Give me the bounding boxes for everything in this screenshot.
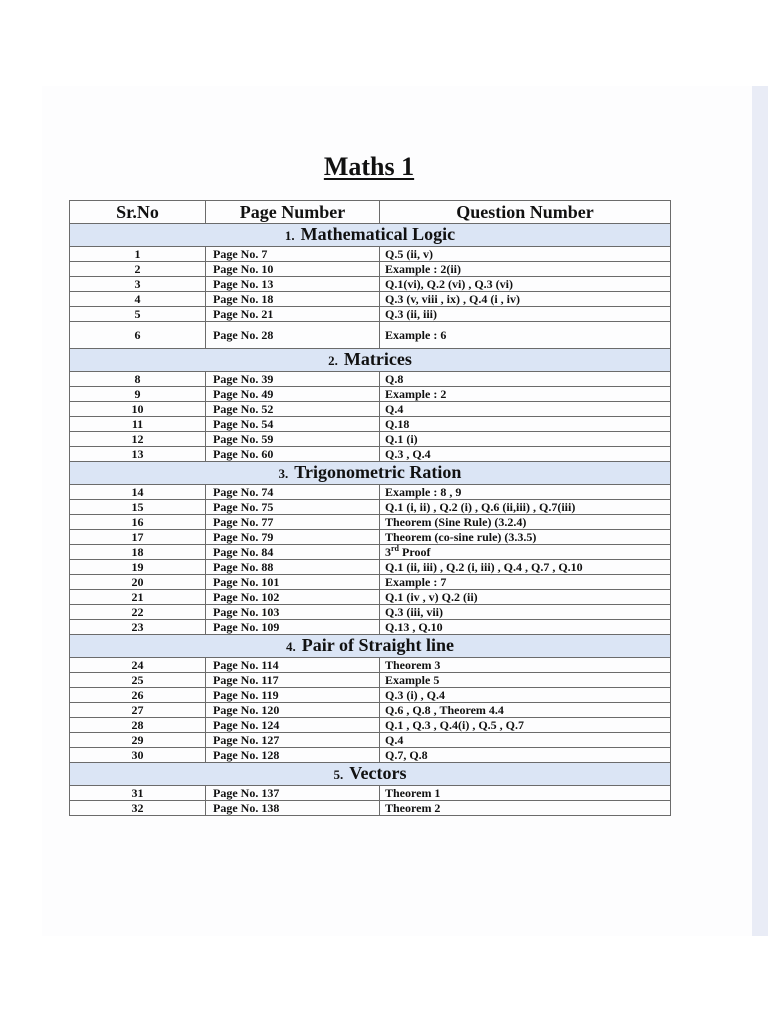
- sr-no-cell: 18: [70, 545, 206, 560]
- sr-no-cell: 2: [70, 262, 206, 277]
- table-row: [70, 748, 671, 763]
- section-row: [70, 462, 671, 485]
- section-name: Vectors: [349, 763, 407, 783]
- page-number-cell: Page No. 138: [206, 801, 380, 816]
- question-number-cell: Theorem (Sine Rule) (3.2.4): [380, 515, 671, 530]
- table-row: [70, 620, 671, 635]
- page-number-cell: Page No. 7: [206, 247, 380, 262]
- page-number-cell: Page No. 75: [206, 500, 380, 515]
- table-row: [70, 262, 671, 277]
- question-number-cell: Q.3 , Q.4: [380, 447, 671, 462]
- question-number-cell: Q.7, Q.8: [380, 748, 671, 763]
- question-number-cell: Q.3 (iii, vii): [380, 605, 671, 620]
- sr-no-cell: 13: [70, 447, 206, 462]
- sr-no-cell: 31: [70, 786, 206, 801]
- table-row: [70, 673, 671, 688]
- question-number-cell: Example : 2(ii): [380, 262, 671, 277]
- sr-no-cell: 21: [70, 590, 206, 605]
- table-row: [70, 247, 671, 262]
- page-number-cell: Page No. 21: [206, 307, 380, 322]
- page-number-cell: Page No. 60: [206, 447, 380, 462]
- table-header-row: [70, 201, 671, 224]
- sr-no-cell: 3: [70, 277, 206, 292]
- sr-no-cell: 11: [70, 417, 206, 432]
- table-row: [70, 485, 671, 500]
- document-title: Maths 1: [323, 152, 415, 181]
- sr-no-cell: 9: [70, 387, 206, 402]
- table-row: [70, 322, 671, 349]
- question-number-cell: Q.8: [380, 372, 671, 387]
- section-heading: [70, 635, 671, 658]
- table-row: [70, 277, 671, 292]
- question-number-cell: Q.1 , Q.3 , Q.4(i) , Q.5 , Q.7: [380, 718, 671, 733]
- table-body: [70, 224, 671, 816]
- sr-no-cell: 25: [70, 673, 206, 688]
- section-number: 3.: [278, 466, 289, 481]
- sr-no-cell: 6: [70, 322, 206, 349]
- page-number-cell: Page No. 18: [206, 292, 380, 307]
- sr-no-cell: 19: [70, 560, 206, 575]
- question-number-cell: Q.1 (i, ii) , Q.2 (i) , Q.6 (ii,iii) , Q.7(iii): [380, 500, 671, 515]
- sr-no-cell: 27: [70, 703, 206, 718]
- question-number-cell: Theorem 1: [380, 786, 671, 801]
- sr-no-cell: 17: [70, 530, 206, 545]
- page-number-cell: Page No. 54: [206, 417, 380, 432]
- sr-no-cell: 10: [70, 402, 206, 417]
- section-name: Pair of Straight line: [301, 635, 454, 655]
- question-number-cell: Q.4: [380, 402, 671, 417]
- page-number-cell: Page No. 28: [206, 322, 380, 349]
- question-number-cell: Example : 6: [380, 322, 671, 349]
- section-row: [70, 224, 671, 247]
- page-number-cell: Page No. 88: [206, 560, 380, 575]
- page-number-cell: Page No. 127: [206, 733, 380, 748]
- sr-no-cell: 26: [70, 688, 206, 703]
- questions-table: [69, 200, 671, 816]
- section-row: [70, 763, 671, 786]
- page-number-cell: Page No. 52: [206, 402, 380, 417]
- sr-no-cell: 32: [70, 801, 206, 816]
- page-number-cell: Page No. 77: [206, 515, 380, 530]
- question-number-cell: Example 5: [380, 673, 671, 688]
- table-row: [70, 786, 671, 801]
- sr-no-cell: 1: [70, 247, 206, 262]
- section-row: [70, 349, 671, 372]
- table-row: [70, 560, 671, 575]
- question-number-cell: Q.1 (ii, iii) , Q.2 (i, iii) , Q.4 , Q.7 , Q.10: [380, 560, 671, 575]
- section-name: Mathematical Logic: [300, 224, 456, 244]
- table-row: [70, 447, 671, 462]
- section-row: [70, 635, 671, 658]
- section-number: 2.: [328, 353, 338, 368]
- page-number-cell: Page No. 102: [206, 590, 380, 605]
- table-row: [70, 733, 671, 748]
- section-number: 5.: [333, 767, 344, 782]
- table-row: [70, 500, 671, 515]
- table-row: [70, 417, 671, 432]
- page-number-cell: Page No. 74: [206, 485, 380, 500]
- page-number-cell: Page No. 114: [206, 658, 380, 673]
- table-row: [70, 545, 671, 560]
- page-number-cell: Page No. 137: [206, 786, 380, 801]
- sr-no-cell: 8: [70, 372, 206, 387]
- table-row: [70, 688, 671, 703]
- sr-no-cell: 28: [70, 718, 206, 733]
- table-row: [70, 575, 671, 590]
- sr-no-cell: 12: [70, 432, 206, 447]
- question-number-cell: Q.1 (i): [380, 432, 671, 447]
- sr-no-cell: 29: [70, 733, 206, 748]
- sr-no-cell: 16: [70, 515, 206, 530]
- question-number-cell: Q.6 , Q.8 , Theorem 4.4: [380, 703, 671, 718]
- header-sr-no: Sr.No: [70, 201, 206, 224]
- sr-no-cell: 22: [70, 605, 206, 620]
- question-number-cell: Example : 2: [380, 387, 671, 402]
- sr-no-cell: 24: [70, 658, 206, 673]
- page-number-cell: Page No. 39: [206, 372, 380, 387]
- page-number-cell: Page No. 119: [206, 688, 380, 703]
- table-row: [70, 292, 671, 307]
- page-number-cell: Page No. 109: [206, 620, 380, 635]
- sr-no-cell: 30: [70, 748, 206, 763]
- page-number-cell: Page No. 10: [206, 262, 380, 277]
- table-row: [70, 801, 671, 816]
- page-number-cell: Page No. 79: [206, 530, 380, 545]
- question-number-cell: 3rd Proof: [380, 545, 671, 560]
- question-number-cell: Example : 7: [380, 575, 671, 590]
- page-number-cell: Page No. 124: [206, 718, 380, 733]
- question-number-cell: Q.4: [380, 733, 671, 748]
- table-row: [70, 590, 671, 605]
- page-number-cell: Page No. 117: [206, 673, 380, 688]
- table-row: [70, 432, 671, 447]
- question-number-cell: Example : 8 , 9: [380, 485, 671, 500]
- table-row: [70, 658, 671, 673]
- section-heading: [70, 462, 671, 485]
- section-number: 1.: [284, 228, 295, 243]
- table-row: [70, 515, 671, 530]
- sr-no-cell: 15: [70, 500, 206, 515]
- table-row: [70, 387, 671, 402]
- question-number-cell: Q.1(vi), Q.2 (vi) , Q.3 (vi): [380, 277, 671, 292]
- question-number-cell: Q.18: [380, 417, 671, 432]
- page-number-cell: Page No. 103: [206, 605, 380, 620]
- section-name: Matrices: [343, 349, 412, 369]
- question-number-cell: Q.5 (ii, v): [380, 247, 671, 262]
- question-number-cell: Q.3 (v, viii , ix) , Q.4 (i , iv): [380, 292, 671, 307]
- table-row: [70, 372, 671, 387]
- table-row: [70, 530, 671, 545]
- page-number-cell: Page No. 13: [206, 277, 380, 292]
- section-number: 4.: [286, 639, 296, 654]
- page-number-cell: Page No. 120: [206, 703, 380, 718]
- section-heading: [70, 349, 671, 372]
- header-page-number: Page Number: [206, 201, 380, 224]
- page-number-cell: Page No. 59: [206, 432, 380, 447]
- question-number-cell: Theorem 3: [380, 658, 671, 673]
- question-number-cell: Q.3 (i) , Q.4: [380, 688, 671, 703]
- sr-no-cell: 5: [70, 307, 206, 322]
- question-number-cell: Theorem 2: [380, 801, 671, 816]
- table-row: [70, 402, 671, 417]
- question-number-cell: Q.13 , Q.10: [380, 620, 671, 635]
- section-name: Trigonometric Ration: [294, 462, 462, 482]
- question-number-cell: Q.1 (iv , v) Q.2 (ii): [380, 590, 671, 605]
- sr-no-cell: 20: [70, 575, 206, 590]
- sr-no-cell: 4: [70, 292, 206, 307]
- table-row: [70, 605, 671, 620]
- page-number-cell: Page No. 128: [206, 748, 380, 763]
- table-row: [70, 703, 671, 718]
- section-heading: [70, 224, 671, 247]
- table-row: [70, 307, 671, 322]
- page-edge-strip: [752, 86, 768, 936]
- header-question-number: Question Number: [380, 201, 671, 224]
- question-number-cell: Q.3 (ii, iii): [380, 307, 671, 322]
- sr-no-cell: 23: [70, 620, 206, 635]
- sr-no-cell: 14: [70, 485, 206, 500]
- page-number-cell: Page No. 84: [206, 545, 380, 560]
- page-number-cell: Page No. 49: [206, 387, 380, 402]
- table-row: [70, 718, 671, 733]
- page-number-cell: Page No. 101: [206, 575, 380, 590]
- question-number-cell: Theorem (co-sine rule) (3.3.5): [380, 530, 671, 545]
- section-heading: [70, 763, 671, 786]
